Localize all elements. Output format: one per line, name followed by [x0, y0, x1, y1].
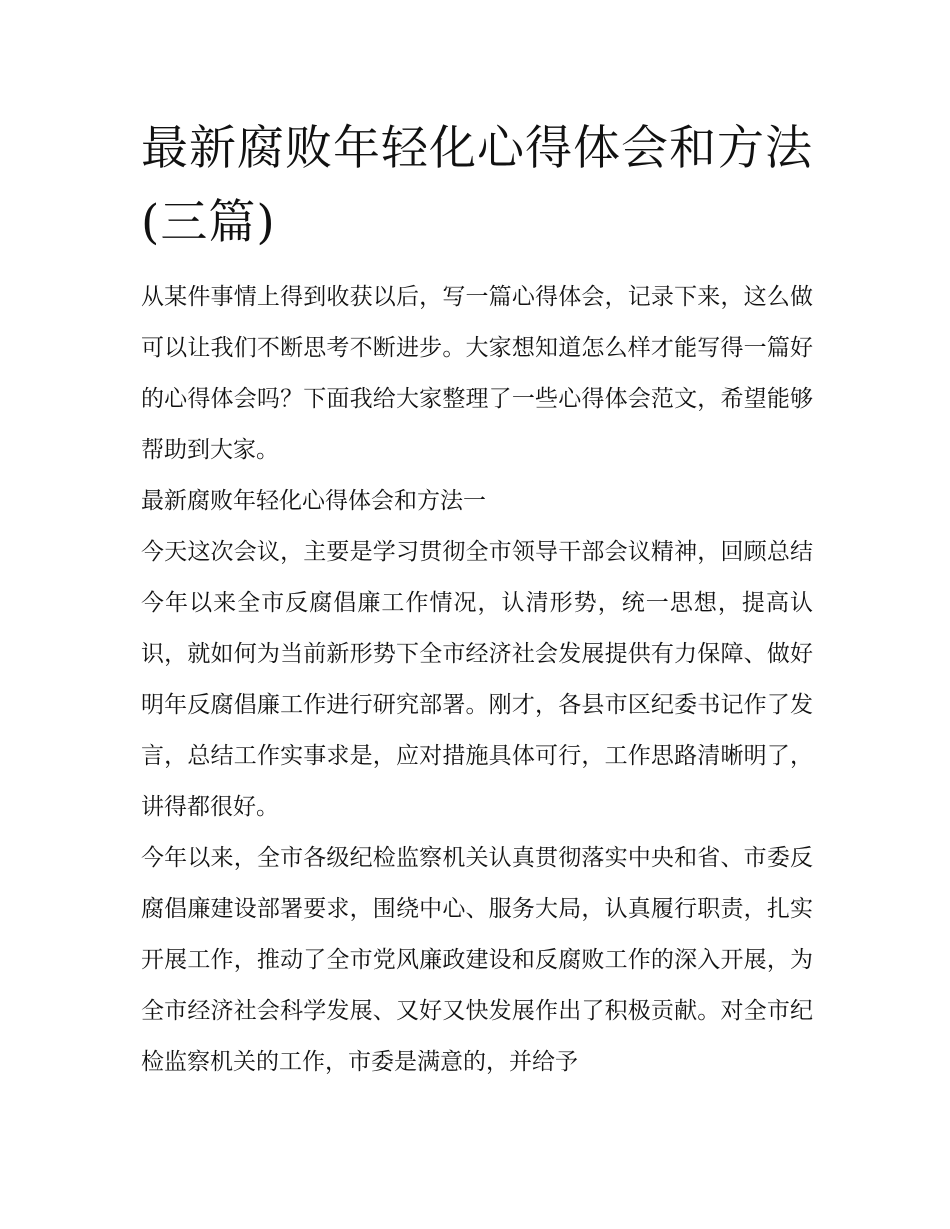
- body-paragraph: 今天这次会议，主要是学习贯彻全市领导干部会议精神，回顾总结今年以来全市反腐倡廉工作情况，认清形势，统一思想，提高认识，就如何为当前新形势下全市经济社会发展提供有力保障、做好明年反腐倡廉工作进行研究部署。刚才，各县市区纪委书记作了发言，总结工作实事求是，应对措施具体可行，工作思路清晰明了，讲得都很好。: [141, 539, 813, 820]
- intro-paragraph: 从某件事情上得到收获以后，写一篇心得体会，记录下来，这么做可以让我们不断思考不断进步。大家想知道怎么样才能写得一篇好的心得体会吗？下面我给大家整理了一些心得体会范文，希望能够帮助到大家。: [141, 284, 813, 463]
- section-heading: 最新腐败年轻化心得体会和方法一: [141, 488, 486, 514]
- document-title: 最新腐败年轻化心得体会和方法(三篇): [141, 121, 813, 250]
- document-body: [141, 272, 813, 1088]
- document-content: [141, 112, 813, 1088]
- body-paragraph: 今年以来，全市各级纪检监察机关认真贯彻落实中央和省、市委反腐倡廉建设部署要求，围绕中心、服务大局，认真履行职责，扎实开展工作，推动了全市党风廉政建设和反腐败工作的深入开展，为全市经济社会科学发展、又好又快发展作出了积极贡献。对全市纪检监察机关的工作，市委是满意的，并给予: [141, 845, 813, 1075]
